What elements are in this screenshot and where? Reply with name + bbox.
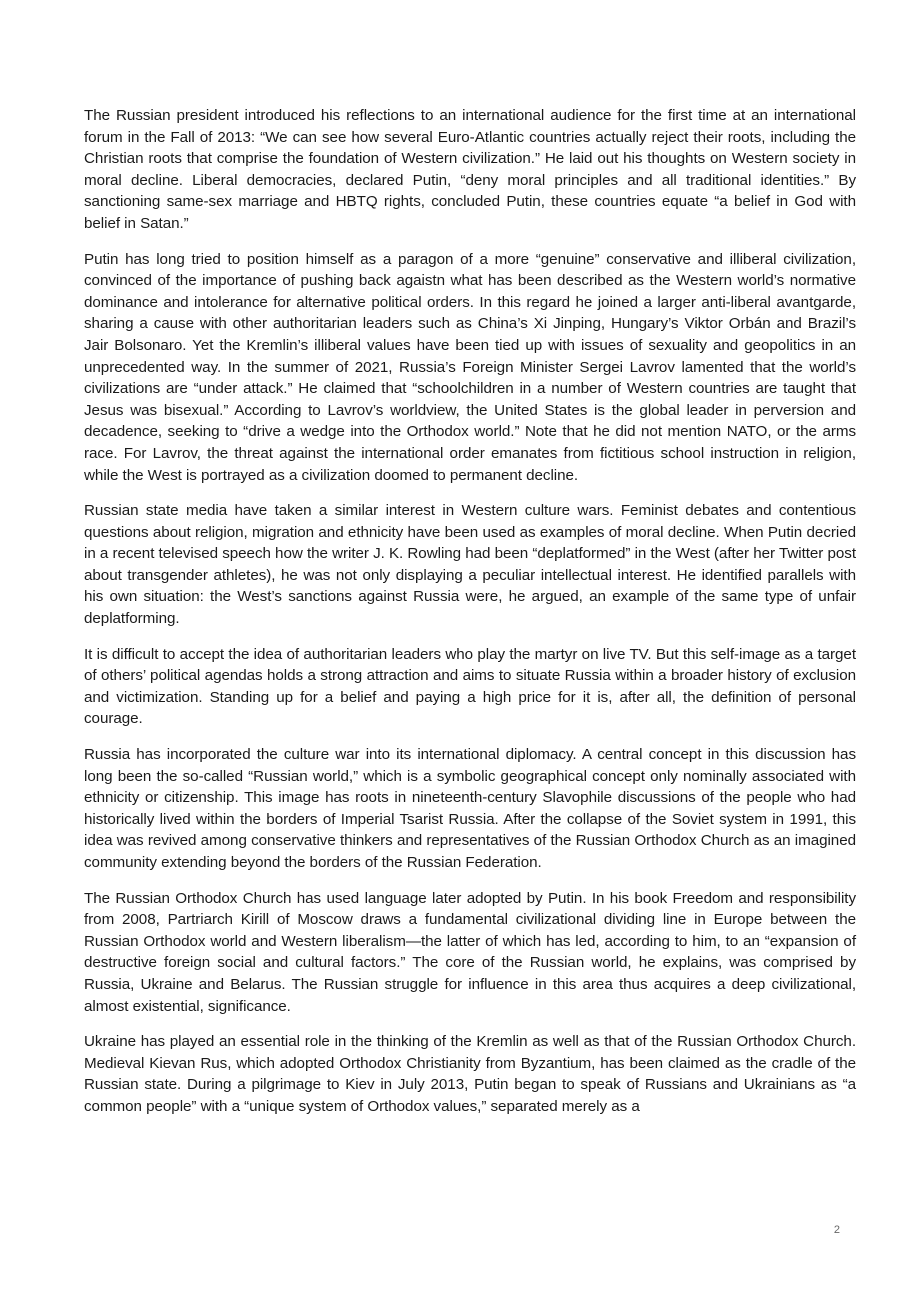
page-number: 2 bbox=[833, 1224, 840, 1236]
paragraph: Russian state media have taken a similar interest in Western culture wars. Feminist debates and contentious questions about religion, migration and ethnicity have been used as examples of moral decline. When Putin decried in a recent televised speech how the writer J. K. Rowling had been “deplatformed” in the West (after her Twitter post about transgender athletes), he was not only displaying a peculiar intellectual interest. He identified parallels with his own situation: the West’s sanctions against Russia were, he argued, an example of the same type of unfair deplatforming. bbox=[84, 502, 856, 628]
paragraph: Putin has long tried to position himself as a paragon of a more “genuine” conservative and illiberal civilization, convinced of the importance of pushing back agaistn what has been described as the Western world’s normative dominance and intolerance for alternative political orders. In this regard he joined a larger anti-liberal avantgarde, sharing a cause with other authoritarian leaders such as China’s Xi Jinping, Hungary’s Viktor Orbán and Brazil’s Jair Bolsonaro. Yet the Kremlin’s illiberal values have been tied up with issues of sexuality and geopolitics in an unprecedented way. In the summer of 2021, Russia’s Foreign Minister Sergei Lavrov lamented that the world’s civilizations are “under attack.” He claimed that “schoolchildren in a number of Western countries are taught that Jesus was bisexual.” According to Lavrov’s worldview, the United States is the global leader in perversion and decadence, seeking to “drive a wedge into the Orthodox world.” Note that he did not mention NATO, or the arms race. For Lavrov, the threat against the international order emanates from fictitious school instruction in religion, while the West is portrayed as a civilization doomed to permanent decline. bbox=[84, 250, 856, 484]
paragraph: The Russian Orthodox Church has used language later adopted by Putin. In his book Freedom and responsibility from 2008, Partriarch Kirill of Moscow draws a fundamental civilizational dividing line in Europe between the Russian Orthodox world and Western liberalism—the latter of which has led, according to him, to an “expansion of destructive foreign social and cultural factors.” The core of the Russian world, he explains, was comprised by Russia, Ukraine and Belarus. The Russian struggle for influence in this area thus acquires a deep civilizational, almost existential, significance. bbox=[84, 889, 856, 1015]
paragraph: Russia has incorporated the culture war into its international diplomacy. A central concept in this discussion has long been the so-called “Russian world,” which is a symbolic geographical concept only nominally associated with ethnicity or citizenship. This image has roots in nineteenth-century Slavophile discussions of the people who had historically lived within the borders of Imperial Tsarist Russia. After the collapse of the Soviet system in 1991, this idea was revived among conservative thinkers and representatives of the Russian Orthodox Church as an imagined community extending beyond the borders of the Russian Federation. bbox=[84, 746, 856, 871]
paragraph: It is difficult to accept the idea of authoritarian leaders who play the martyr on live TV. But this self-image as a target of others’ political agendas holds a strong attraction and aims to situate Russia within a broader history of exclusion and victimization. Standing up for a belief and paying a high price for it is, after all, the definition of personal courage. bbox=[84, 645, 856, 728]
paragraph: The Russian president introduced his reflections to an international audience for the first time at an international forum in the Fall of 2013: “We can see how several Euro-Atlantic countries actually reject their roots, including the Christian roots that comprise the foundation of Western civilization.” He laid out his thoughts on Western society in moral decline. Liberal democracies, declared Putin, “deny moral principles and all traditional identities.” By sanctioning same-sex marriage and HBTQ rights, concluded Putin, these countries equate “a belief in God with belief in Satan.” bbox=[84, 107, 856, 232]
paragraph: Ukraine has played an essential role in the thinking of the Kremlin as well as that of the Russian Orthodox Church. Medieval Kievan Rus, which adopted Orthodox Christianity from Byzantium, has been claimed as the cradle of the Russian state. During a pilgrimage to Kiev in July 2013, Putin began to speak of Russians and Ukrainians as “a common people” with a “unique system of Orthodox values,” separated merely as a bbox=[84, 1033, 856, 1115]
document-body bbox=[84, 105, 856, 1132]
